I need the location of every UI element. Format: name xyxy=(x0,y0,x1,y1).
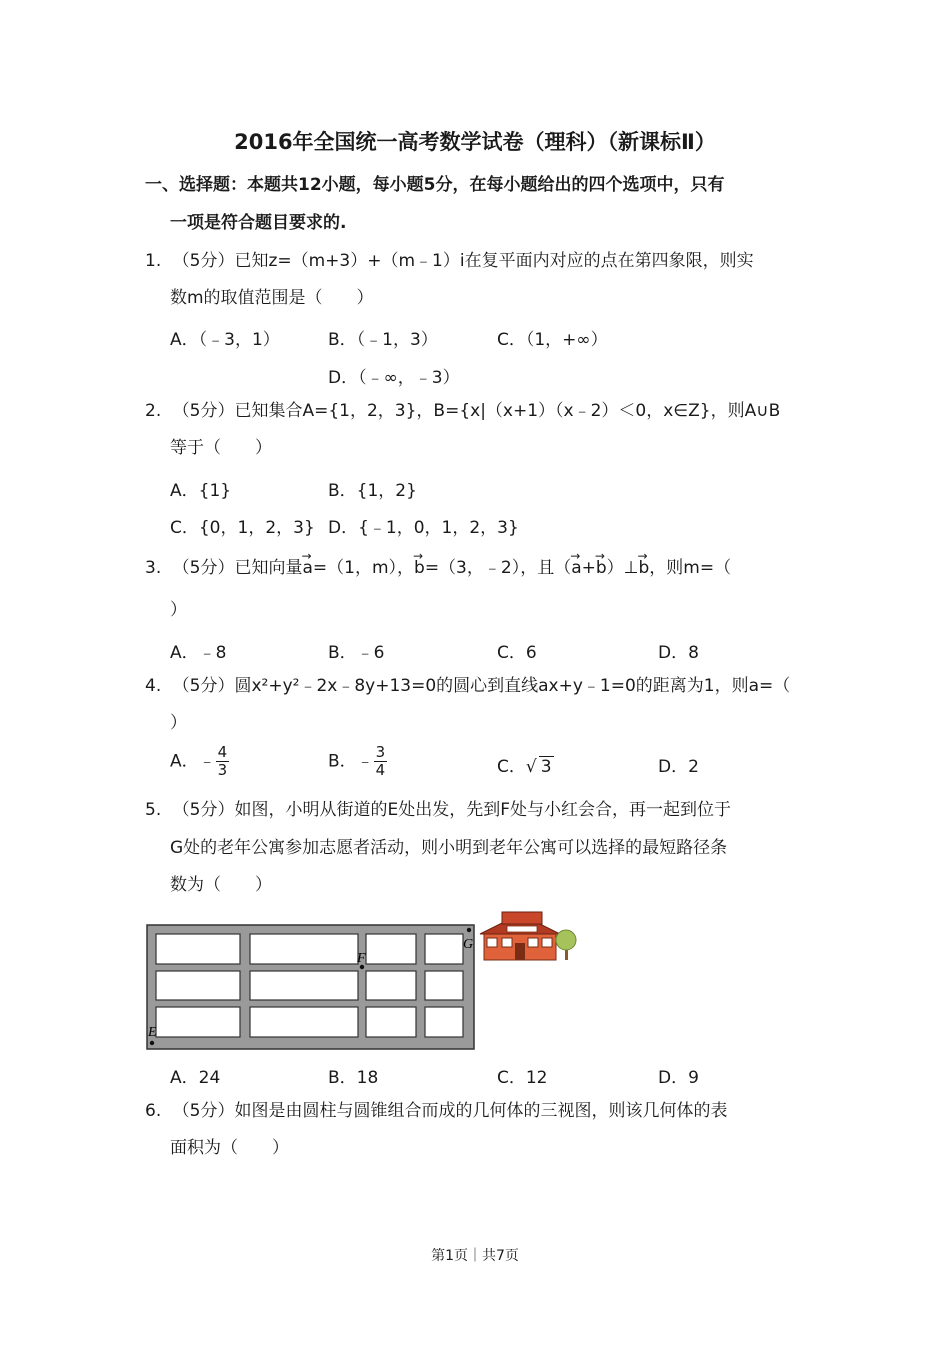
option-a: A．（﹣3，1） xyxy=(170,330,280,350)
question-1 xyxy=(145,250,754,272)
question-2 xyxy=(145,400,780,422)
question-number: 5. xyxy=(145,800,162,820)
option-b: B．{1，2} xyxy=(328,481,417,501)
option-b: B．18 xyxy=(328,1068,379,1088)
page-title: 2016年全国统一高考数学试卷（理科）（新课标Ⅱ） xyxy=(234,130,716,154)
option-d: D．2 xyxy=(658,757,699,777)
option-d: D．{﹣1，0，1，2，3} xyxy=(328,518,519,538)
question-text: （5分）已知集合A={1，2，3}，B={x|（x+1）（x﹣2）＜0，x∈Z}，则A∪B xyxy=(172,401,781,421)
vector-b: → b xyxy=(638,557,649,579)
house-icon xyxy=(480,912,560,960)
option-c: C．√ 3 xyxy=(497,757,552,777)
vector-a: → a xyxy=(302,557,312,579)
option-b: B．﹣6 xyxy=(328,643,385,663)
point-e xyxy=(150,1041,154,1045)
question-5-cont: 数为（ ） xyxy=(170,875,272,895)
question-4 xyxy=(145,675,790,697)
option-a: A．{1} xyxy=(170,481,232,501)
option-a: A．﹣ $\frac{4}{3}$ xyxy=(170,743,228,779)
question-4-cont: ） xyxy=(170,713,187,733)
question-5 xyxy=(145,799,731,821)
option-d: D．8 xyxy=(658,643,699,663)
label-e: E xyxy=(148,1025,157,1040)
vector-b: → b xyxy=(414,557,425,579)
question-text: （5分）圆x²+y²﹣2x﹣8y+13=0的圆心到直线ax+y﹣1=0的距离为1，则a=（ xyxy=(172,676,791,696)
sqrt-icon: √ xyxy=(525,757,537,777)
question-number: 1. xyxy=(145,251,162,271)
point-g xyxy=(467,928,471,932)
section-heading: 一、选择题：本题共12小题，每小题5分，在每小题给出的四个选项中，只有 xyxy=(145,175,725,195)
question-text: （5分）如图是由圆柱与圆锥组合而成的几何体的三视图，则该几何体的表 xyxy=(172,1101,728,1121)
question-text: （5分）已知z=（m+3）+（m﹣1）i在复平面内对应的点在第四象限，则实 xyxy=(172,251,754,271)
option-c: C．6 xyxy=(497,643,537,663)
question-3 xyxy=(145,557,731,579)
option-b: B．（﹣1，3） xyxy=(328,330,438,350)
option-a: A．24 xyxy=(170,1068,221,1088)
vector-a: → a xyxy=(571,557,581,579)
question-number: 3. xyxy=(145,558,162,578)
question-text: （5分）如图，小明从街道的E处出发，先到F处与小红会合，再一起到位于 xyxy=(172,800,731,820)
option-c: C．（1，+∞） xyxy=(497,330,608,350)
option-a: A．﹣8 xyxy=(170,643,227,663)
question-2-cont: 等于（ ） xyxy=(170,438,272,458)
section-heading-cont: 一项是符合题目要求的. xyxy=(170,213,347,233)
street-grid-figure xyxy=(146,910,586,1060)
option-b: B．﹣ $\frac{3}{4}$ xyxy=(328,743,386,779)
street-grid-map xyxy=(146,910,586,1055)
question-6 xyxy=(145,1100,727,1122)
fraction: $\frac{3}{4}$ xyxy=(375,743,386,779)
question-number: 4. xyxy=(145,676,162,696)
option-d: D．9 xyxy=(658,1068,699,1088)
option-d: D．（﹣∞，﹣3） xyxy=(328,368,460,388)
label-f: F xyxy=(357,951,366,966)
question-number: 2. xyxy=(145,401,162,421)
label-g: G xyxy=(463,937,474,952)
question-number: 6. xyxy=(145,1101,162,1121)
tree-icon xyxy=(556,930,576,960)
option-c: C．12 xyxy=(497,1068,548,1088)
question-6-cont: 面积为（ ） xyxy=(170,1138,289,1158)
question-3-cont: ） xyxy=(170,600,187,620)
question-text: （5分）已知向量→ a=（1，m），→ b=（3，﹣2），且（→ a+→ b）⊥→ b，则m=（ xyxy=(173,558,731,578)
option-c: C．{0，1，2，3} xyxy=(170,518,315,538)
page-footer: 第1页｜共7页 xyxy=(431,1248,519,1264)
fraction: $\frac{4}{3}$ xyxy=(217,743,228,779)
question-1-cont: 数m的取值范围是（ ） xyxy=(170,288,374,308)
question-5-cont: G处的老年公寓参加志愿者活动，则小明到老年公寓可以选择的最短路径条 xyxy=(170,838,728,858)
vector-b: → b xyxy=(596,557,607,579)
